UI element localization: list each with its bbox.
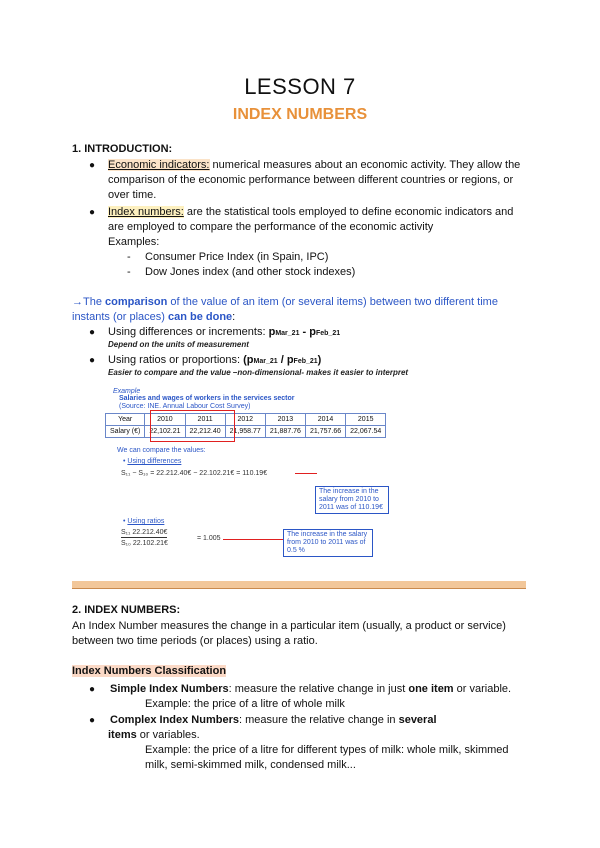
ratio-result: = 1.005 [197,535,221,542]
diff-callout: The increase in the salary from 2010 to 2011 was of 110.19€ [315,486,389,514]
table-cell: 21,958.77 [225,426,265,438]
ratio-callout: The increase in the salary from 2010 to 2011 was of 0.5 % [283,529,373,557]
table-cell: 2015 [346,414,386,426]
ratio-denominator: S₁₀ 22.102.21€ [121,540,168,547]
table-row [106,414,386,426]
lesson-subtitle: INDEX NUMBERS [232,106,368,123]
table-cell: 2010 [145,414,185,426]
arrow-line [223,539,283,540]
differences-note: Depend on the units of measurement [108,340,249,349]
complex-index-item: Complex Index Numbers: measure the relative change in several [110,714,437,726]
example-dow-jones: Dow Jones index (and other stock indexes) [145,266,356,278]
lesson-title: LESSON 7 [244,74,356,99]
intro-bullet-2: Index numbers: are the statistical tools employed to define economic indicators and are employed to compare the performance of the economic activity Examples: [108,206,514,248]
example-source: (Source: INE. Annual Labour Cost Survey) [119,403,251,410]
table-cell: 2014 [305,414,345,426]
table-cell: Year [106,414,145,426]
index-paragraph: An Index Number measures the change in a particular item (usually, a product or service) between two time periods (or places) using a ratio. [72,620,506,647]
table-cell: 21,887.76 [265,426,305,438]
example-label: Example [113,388,141,395]
method-ratios: Using ratios or proportions: (pMar_21 / pFeb_21) [108,354,322,366]
method-differences: Using differences or increments: pMar_21 - pFeb_21 [108,326,341,338]
classification-heading: Index Numbers Classification [72,665,227,677]
table-cell: 2011 [185,414,225,426]
bullet-icon: ● [89,715,96,726]
ratio-numerator: S₁₁ 22.212.40€ [121,529,168,536]
table-cell: 22,102.21 [145,426,185,438]
example-figure [110,388,413,558]
example-heading: Salaries and wages of workers in the services sector [119,395,295,402]
bullet-icon: ● [89,327,96,338]
table-row [106,426,386,438]
simple-index-example: Example: the price of a litre of whole milk [145,698,345,710]
bullet-icon: ● [89,355,96,366]
examples-label: Examples: [108,236,160,248]
compare-label: We can compare the values: [117,447,206,454]
arrow-line [295,473,317,474]
intro-heading: 1. INTRODUCTION: [72,143,173,155]
table-cell: 2013 [265,414,305,426]
bullet-icon: ● [89,207,96,218]
economic-indicators-term: Economic indicators: [108,159,210,171]
ratios-note: Easier to compare and the value –non-dimensional- makes it easier to interpret [108,368,409,377]
index-heading: 2. INDEX NUMBERS: [72,604,181,616]
salary-table [105,413,386,438]
table-cell: 2012 [225,414,265,426]
diff-formula: S₁₁ − S₁₀ = 22.212.40€ − 22.102.21€ = 110.19€ [121,470,268,477]
example-item-1: - [127,251,131,263]
example-ipc: Consumer Price Index (in Spain, IPC) [145,251,329,263]
complex-index-item-cont: items or variables. [108,729,200,741]
table-cell: 21,757.66 [305,426,345,438]
comparison-paragraph: →The comparison of the value of an item (or several items) between two different time instants (or places) can be done: [72,296,498,323]
table-cell: Salary (€) [106,426,145,438]
highlight-box [150,410,235,442]
intro-bullet-1: Economic indicators: numerical measures about an economic activity. They allow the comparison of the economic performance between different countries or regions, or over time. [108,159,521,201]
diff-label: • Using differences [123,458,182,465]
ratio-label: • Using ratios [123,518,165,525]
complex-index-example: Example: the price of a litre for different types of milk: whole milk, skimmed milk, semi-skimmed milk, condensed milk... [145,744,509,771]
bullet-icon: ● [89,160,96,171]
index-numbers-term: Index numbers: [108,206,184,218]
bullet-icon: ● [89,684,96,695]
example-item-2: - [127,266,131,278]
table-cell: 22,067.54 [346,426,386,438]
simple-index-item: Simple Index Numbers: measure the relative change in just one item or variable. [110,683,512,695]
section-divider [72,581,526,589]
table-cell: 22,212.40 [185,426,225,438]
